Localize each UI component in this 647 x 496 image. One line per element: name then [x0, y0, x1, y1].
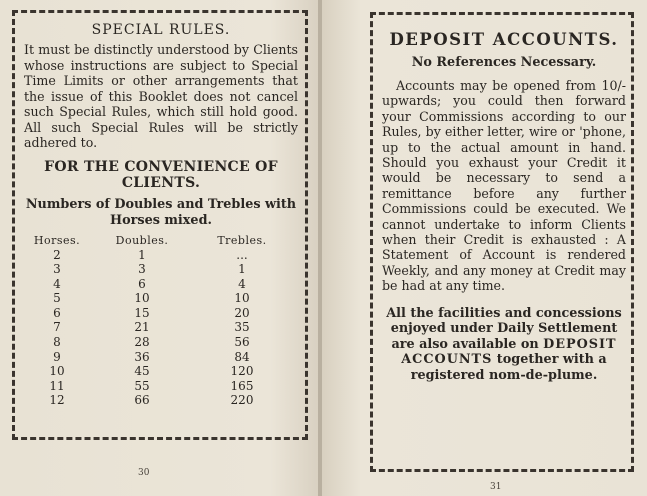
cell-doubles: 55 [134, 378, 150, 393]
table-row [22, 291, 292, 306]
cell-doubles: 1 [138, 247, 146, 262]
convenience-heading: FOR THE CONVENIENCE OF CLIENTS. [44, 158, 278, 191]
cell-trebles: 56 [234, 335, 250, 350]
table-row [22, 335, 292, 350]
cell-trebles: 84 [234, 349, 250, 364]
cell-horses: 8 [53, 335, 61, 350]
cell-doubles: 45 [134, 364, 150, 379]
facilities-text-2: together with a registered nom-de-plume. [410, 352, 607, 384]
cell-horses: 2 [53, 247, 61, 262]
deposit-accounts-heading: DEPOSIT ACCOUNTS. [389, 30, 619, 49]
right-page [322, 0, 647, 496]
left-page [0, 0, 318, 496]
cell-trebles: 35 [234, 320, 250, 335]
table-row [22, 364, 292, 379]
right-page-content [382, 22, 626, 384]
cell-doubles: 10 [134, 291, 150, 306]
table-row [22, 262, 292, 277]
cell-trebles: 165 [230, 378, 254, 393]
cell-doubles: 28 [134, 335, 150, 350]
left-page-number: 30 [138, 468, 150, 478]
cell-horses: 9 [53, 349, 61, 364]
special-rules-heading: SPECIAL RULES. [91, 22, 231, 38]
special-rules-text: It must be distinctly understood by Clients whose instructions are subject to Special Time Limits or other arrangements that the issue of this Booklet does not cancel such Special Rules, which still hold good. All such Special Rules will be strictly adhered to. [24, 42, 298, 150]
cell-doubles: 66 [134, 393, 150, 408]
cell-horses: 6 [53, 305, 61, 320]
table-header-row [22, 234, 292, 248]
facilities-text-1: All the facilities and concessions enjoyed under Daily Settlement are also available on [386, 305, 622, 352]
cell-horses: 11 [49, 378, 65, 393]
no-references-subheading: No References Necessary. [411, 55, 597, 70]
cell-trebles: ... [236, 247, 248, 262]
table-row [22, 350, 292, 365]
cell-trebles: 120 [230, 364, 254, 379]
right-page-number: 31 [490, 482, 502, 492]
header-trebles: Trebles. [217, 233, 267, 247]
facilities-deposit-accounts: DEPOSIT ACCOUNTS [401, 336, 617, 368]
cell-trebles: 220 [230, 393, 254, 408]
cell-horses: 5 [53, 291, 61, 306]
header-horses: Horses. [33, 233, 81, 247]
cell-doubles: 36 [134, 349, 150, 364]
table-row [22, 379, 292, 394]
table-row [22, 320, 292, 335]
deposit-accounts-body: Accounts may be opened from 10/- upwards; you could then forward your Commissions according to our Rules, by either letter, wire or 'phone, up to the actual amount in hand. Should you exhaust your Credit it would be necessary to send a remittance before any further Commissions could be executed. We cannot undertake to inform Clients when their Credit is exhausted : A Statement of Account is rendered Weekly, and any money at Credit may be had at any time. [382, 78, 626, 294]
cell-horses: 7 [53, 320, 61, 335]
table-row [22, 277, 292, 292]
table-row [22, 248, 292, 263]
cell-trebles: 20 [234, 305, 250, 320]
cell-horses: 3 [53, 262, 61, 277]
cell-doubles: 21 [134, 320, 150, 335]
header-doubles: Doubles. [115, 233, 169, 247]
cell-doubles: 6 [138, 276, 146, 291]
left-page-content [20, 18, 302, 408]
table-row [22, 393, 292, 408]
cell-trebles: 1 [238, 262, 246, 277]
cell-doubles: 15 [134, 305, 150, 320]
cell-doubles: 3 [138, 262, 146, 277]
cell-horses: 10 [49, 364, 65, 379]
table-row [22, 306, 292, 321]
doubles-trebles-table [22, 234, 292, 409]
facilities-paragraph [382, 306, 626, 384]
cell-trebles: 10 [234, 291, 250, 306]
cell-trebles: 4 [238, 276, 246, 291]
cell-horses: 12 [49, 393, 65, 408]
cell-horses: 4 [53, 276, 61, 291]
numbers-heading: Numbers of Doubles and Trebles with Horses mixed. [25, 196, 297, 228]
